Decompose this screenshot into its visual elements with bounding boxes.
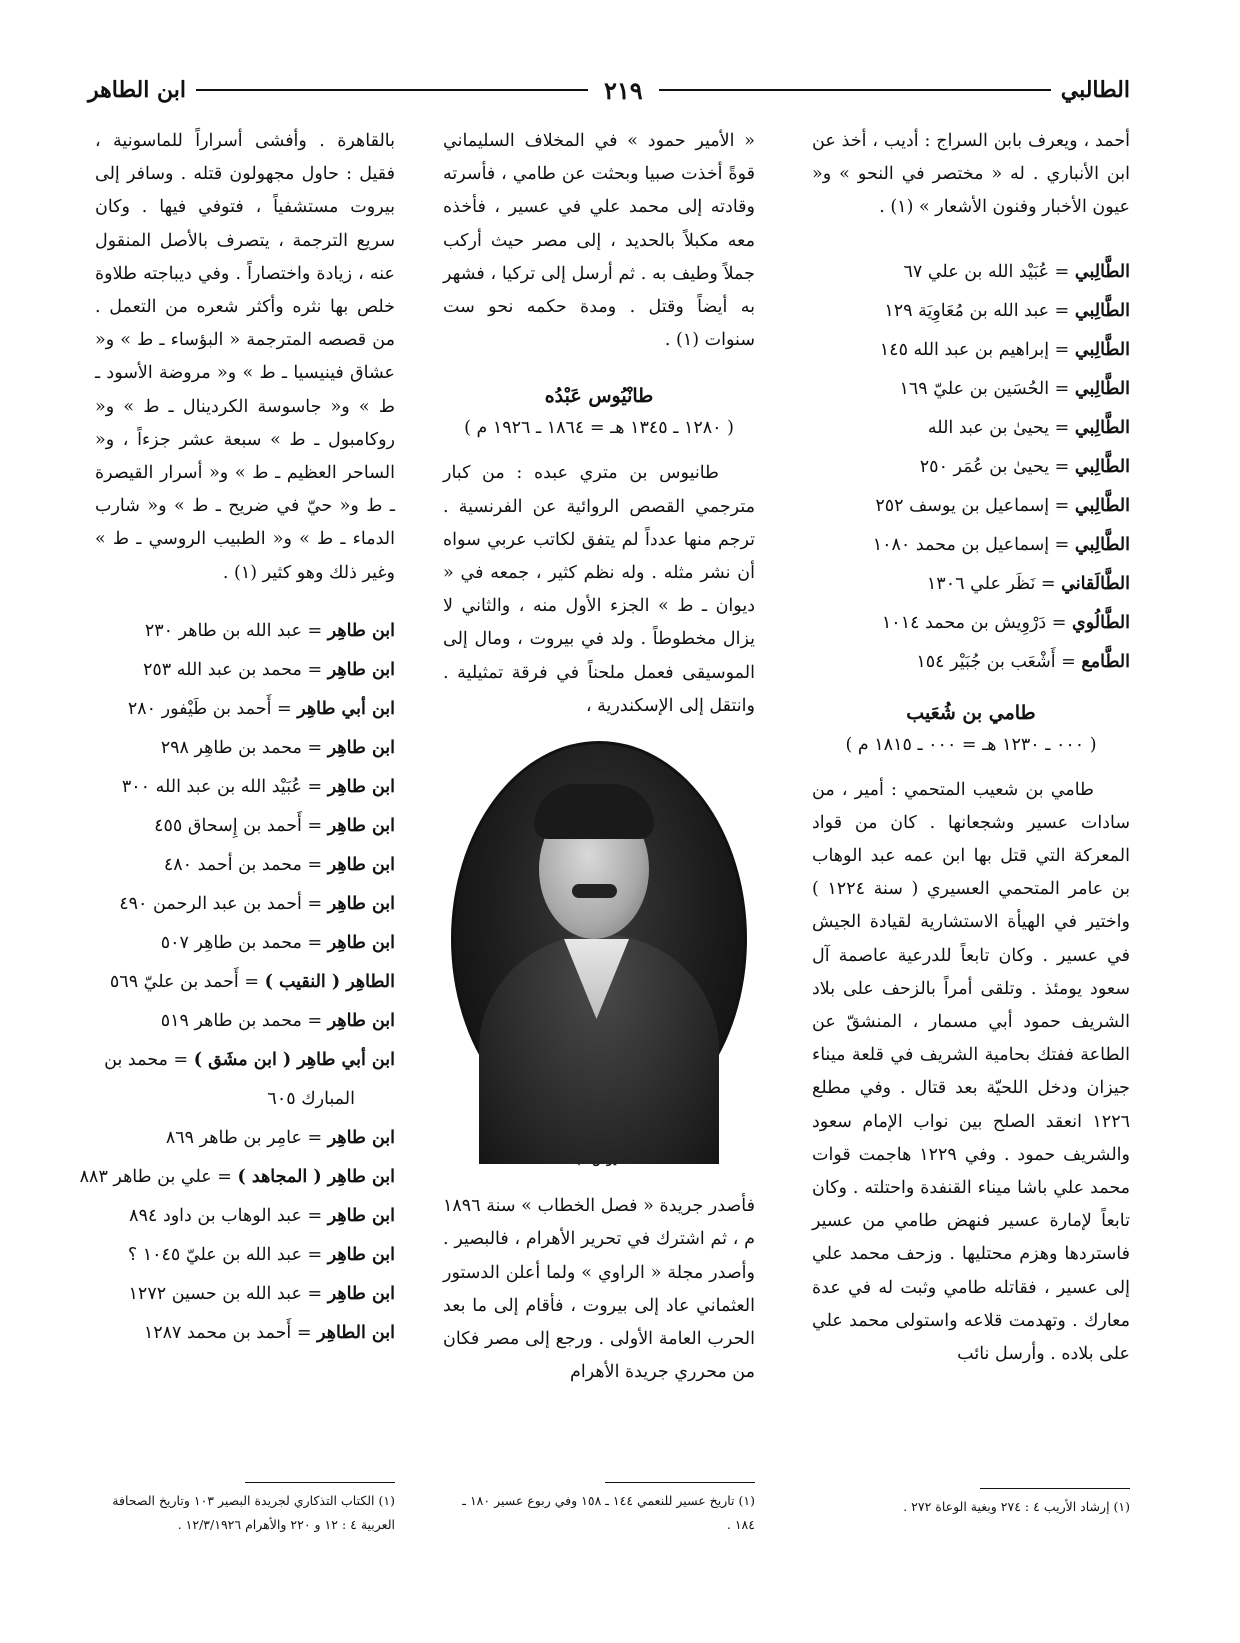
xref-item: ابن طاهِر = أحمد بن عبد الرحمن ٤٩٠ [119, 893, 395, 914]
entry-title-tami: طامي بن شُعَيب [906, 701, 1036, 724]
header-rule-right [659, 89, 1051, 91]
footnote-text: (١) إرشاد الأريب ٤ : ٢٧٤ وبغية الوعاة ٢٧٢ . [903, 1499, 1130, 1514]
entry-text-tami: طامي بن شعيب المتحمي : أمير ، من سادات عسير وشجعانها . كان من قواد المعركة التي قتل بها ابن عمه عبد الوهاب بن عامر المتحمي العسيري ( سنة ١٢٢٤ ) واختير في الهيأة الاستشارية لقيادة الجيش في عسير . وكان تابعاً للدرعية عاصمة آل سعود يومئذ . وتلقى أمراً بالزحف على بلاد الشريف حمود أبي مسمار ، المنشقّ عن الطاعة ففتك بحامية الشريف في قلعة ميناء جيزان ودخل اللحيّة بعد قتال . وفي مطلع ١٢٢٦ انعقد الصلح بين نواب الإمام سعود والشريف حمود . وفي ١٢٢٩ هاجمت قوات محمد علي باشا ميناء القنفدة واحتلته . وكان تابعاً لإمارة عسير فنهض طامي من عسير فاستردها وهزم محتليها . وزحف محمد علي إلى عسير ، فقاتله طامي وثبت له في عدة معارك . وتهدمت قلاعه واستولى محمد علي على بلاده . وأرسل نائب [812, 779, 1130, 1365]
entry-dates-tami: ( ٠٠٠ ـ ١٢٣٠ هـ = ٠٠٠ ـ ١٨١٥ م ) [845, 734, 1097, 755]
entry-dates-tanios: ( ١٢٨٠ ـ ١٣٤٥ هـ = ١٨٦٤ ـ ١٩٢٦ م ) [464, 418, 734, 439]
tami-continuation: « الأمير حمود » في المخلاف السليماني قوةً أخذت صبيا وبحثت عن طامي ، فأسرته وقادته إلى محمد علي في عسير ، فأخذه معه مكبلاً بالحديد ، إلى مصر حيث أركب جملاً وطيف به . ثم أرسل إلى تركيا ، فشهر به أيضاً وقتل . ومدة حكمه نحو ست سنوات (١) . [443, 131, 755, 351]
footnote-text: (١) تاريخ عسير للنعمي ١٤٤ ـ ١٥٨ وفي ربوع عسير ١٨٠ ـ ١٨٤ . [462, 1493, 755, 1532]
portrait-photo [451, 741, 747, 1137]
entry-text-tanios-part1: طانيوس بن متري عبده : من كبار مترجمي القصص الروائية عن الفرنسية . ترجم منها عدداً لم يتفق لكاتب عربي سواه أن نشر مثله . وله نظم كثير ، جمعه في « ديوان ـ ط » الجزء الأول منه ، والثاني لا يزال مخطوطاً . ولد في بيروت ، ومال إلى الموسيقى فعمل ملحناً في فرقة تمثيلية . وانتقل إلى الإسكندرية ، [443, 463, 755, 716]
footnote-text: (١) الكتاب التذكاري لجريدة البصير ١٠٣ وتاريخ الصحافة العربية ٤ : ١٢ و ٢٢٠ والأهرام ١٢/٣/١٩٢٦ . [112, 1493, 395, 1532]
running-header [88, 70, 1130, 110]
xref-item: ابن طاهِر = عبد الله بن طاهر ٢٣٠ [144, 620, 395, 641]
intro-paragraph: أحمد ، ويعرف بابن السراج : أديب ، أخذ عن ابن الأنباري . له « مختصر في النحو » و« عيون الأخبار وفنون الأشعار » (١) . [812, 131, 1130, 218]
xref-item: ابن طاهِر = محمد بن طاهِر ٥٠٧ [160, 932, 395, 953]
xref-item: ابن طاهِر = أَحمد بن إِسحاق ٤٥٥ [154, 815, 395, 836]
talibi-xref-list [812, 253, 1130, 682]
left-column [79, 125, 395, 1353]
xref-item: الطَّالِبي = إسماعيل بن محمد ١٠٨٠ [872, 534, 1130, 555]
xref-item: الطاهِر ( النقيب ) = أَحمد بن عليّ ٥٦٩ [109, 971, 395, 992]
xref-item: ابن أبي طاهِر = أَحمد بن طَيْفور ٢٨٠ [127, 698, 395, 719]
xref-item: الطَّالِبي = عُبَيْد الله بن علي ٦٧ [903, 261, 1130, 282]
xref-item: الطَّالِبي = إبراهيم بن عبد الله ١٤٥ [879, 339, 1130, 360]
footnote-middle [443, 1482, 755, 1537]
xref-item: ابن طاهِر = محمد بن طاهر ٥١٩ [160, 1010, 395, 1031]
xref-item: الطَّالِبي = عبد الله بن مُعَاوِيَة ١٢٩ [884, 300, 1130, 321]
xref-item: الطَّالِبي = يحيىٰ بن عُمَر ٢٥٠ [919, 456, 1130, 477]
xref-item: ابن طاهِر ( المجاهد ) = علي بن طاهر ٨٨٣ [79, 1166, 395, 1187]
xref-item: الطَّالِبي = إسماعيل بن يوسف ٢٥٢ [875, 495, 1130, 516]
right-column [812, 125, 1130, 1371]
entry-text-tanios-part2: فأصدر جريدة « فصل الخطاب » سنة ١٨٩٦ م ، ثم اشترك في تحرير الأهرام ، فالبصير . وأصدر مجلة « الراوي » ولما أعلن الدستور العثماني عاد إلى بيروت ، فأقام إلى ما بعد الحرب العامة الأولى . ورجع إلى مصر فكان من محرري جريدة الأهرام [443, 1196, 755, 1383]
xref-item: ابن طاهِر = عبد الله بن عليّ ١٠٤٥ ؟ [127, 1244, 395, 1265]
xref-item: ابن طاهِر = عامِر بن طاهر ٨٦٩ [165, 1127, 395, 1148]
xref-item: ابن طاهِر = محمد بن عبد الله ٢٥٣ [143, 659, 395, 680]
xref-item: ابن أبي طاهِر ( ابن مشَق ) = محمد بن [104, 1049, 395, 1070]
entry-title-tanios: طانْيُوس عَبْدُه [544, 385, 654, 408]
xref-item: ابن طاهِر = محمد بن طاهِر ٢٩٨ [160, 737, 395, 758]
xref-item: ابن طاهِر = عبد الوهاب بن داود ٨٩٤ [129, 1205, 395, 1226]
xref-item: ابن طاهِر = محمد بن أحمد ٤٨٠ [163, 854, 395, 875]
xref-item: ابن طاهِر = عبد الله بن حسين ١٢٧٢ [128, 1283, 395, 1304]
xref-item: ابن الطاهِر = أَحمد بن محمد ١٢٨٧ [143, 1322, 395, 1343]
xref-item: الطَّامع = أَشْعَب بن جُبَيْر ١٥٤ [916, 651, 1130, 672]
footnote-rule [245, 1482, 395, 1483]
tanios-continuation: بالقاهرة . وأفشى أسراراً للماسونية ، فقيل : حاول مجهولون قتله . وسافر إلى بيروت مستشفياً ، فتوفي فيها . وكان سريع الترجمة ، يتصرف بالأصل المنقول عنه ، زيادة واختصاراً . وفي ديباجته طلاوة خلص بها نثره وأكثر شعره من التعمل . من قصصه المترجمة « البؤساء ـ ط » و« عشاق فينيسيا ـ ط » و« مروضة الأسود ـ ط » و« جاسوسة الكردينال ـ ط » و« روكامبول ـ ط » سبعة عشر جزءاً ، و« الساحر العظيم ـ ط » و« أسرار القيصرة ـ ط و« حيّ في ضريح ـ ط » و« شارب الدماء ـ ط » و« الطبيب الروسي ـ ط » وغير ذلك وهو كثير (١) . [95, 131, 395, 583]
footnote-left [95, 1482, 395, 1537]
xref-item: الطَّالَقاني = نَظَر علي ١٣٠٦ [926, 573, 1130, 594]
footnote-rule [980, 1488, 1130, 1489]
portrait-mustache [572, 884, 617, 898]
header-rule-left [196, 89, 588, 91]
portrait-hair [534, 784, 654, 839]
xref-item: الطَّالِبي = يحيىٰ بن عبد الله [927, 417, 1130, 438]
header-left-word: ابن الطاهر [88, 77, 186, 103]
footnote-rule [605, 1482, 755, 1483]
header-right-word: الطالبي [1060, 77, 1130, 103]
xref-item: المبارك ٦٠٥ [267, 1088, 355, 1109]
footnote-right [812, 1488, 1130, 1519]
xref-item: ابن طاهِر = عُبَيْد الله بن عبد الله ٣٠٠ [121, 776, 395, 797]
page-number: ٢١٩ [604, 75, 643, 105]
xref-item: الطَّالِبي = الحُسَين بن عليّ ١٦٩ [899, 378, 1130, 399]
middle-column [443, 125, 755, 1389]
xref-item: الطَّالُوي = دَرْوِيش بن محمد ١٠١٤ [881, 612, 1130, 633]
ibn-tahir-xref-list [79, 612, 395, 1353]
